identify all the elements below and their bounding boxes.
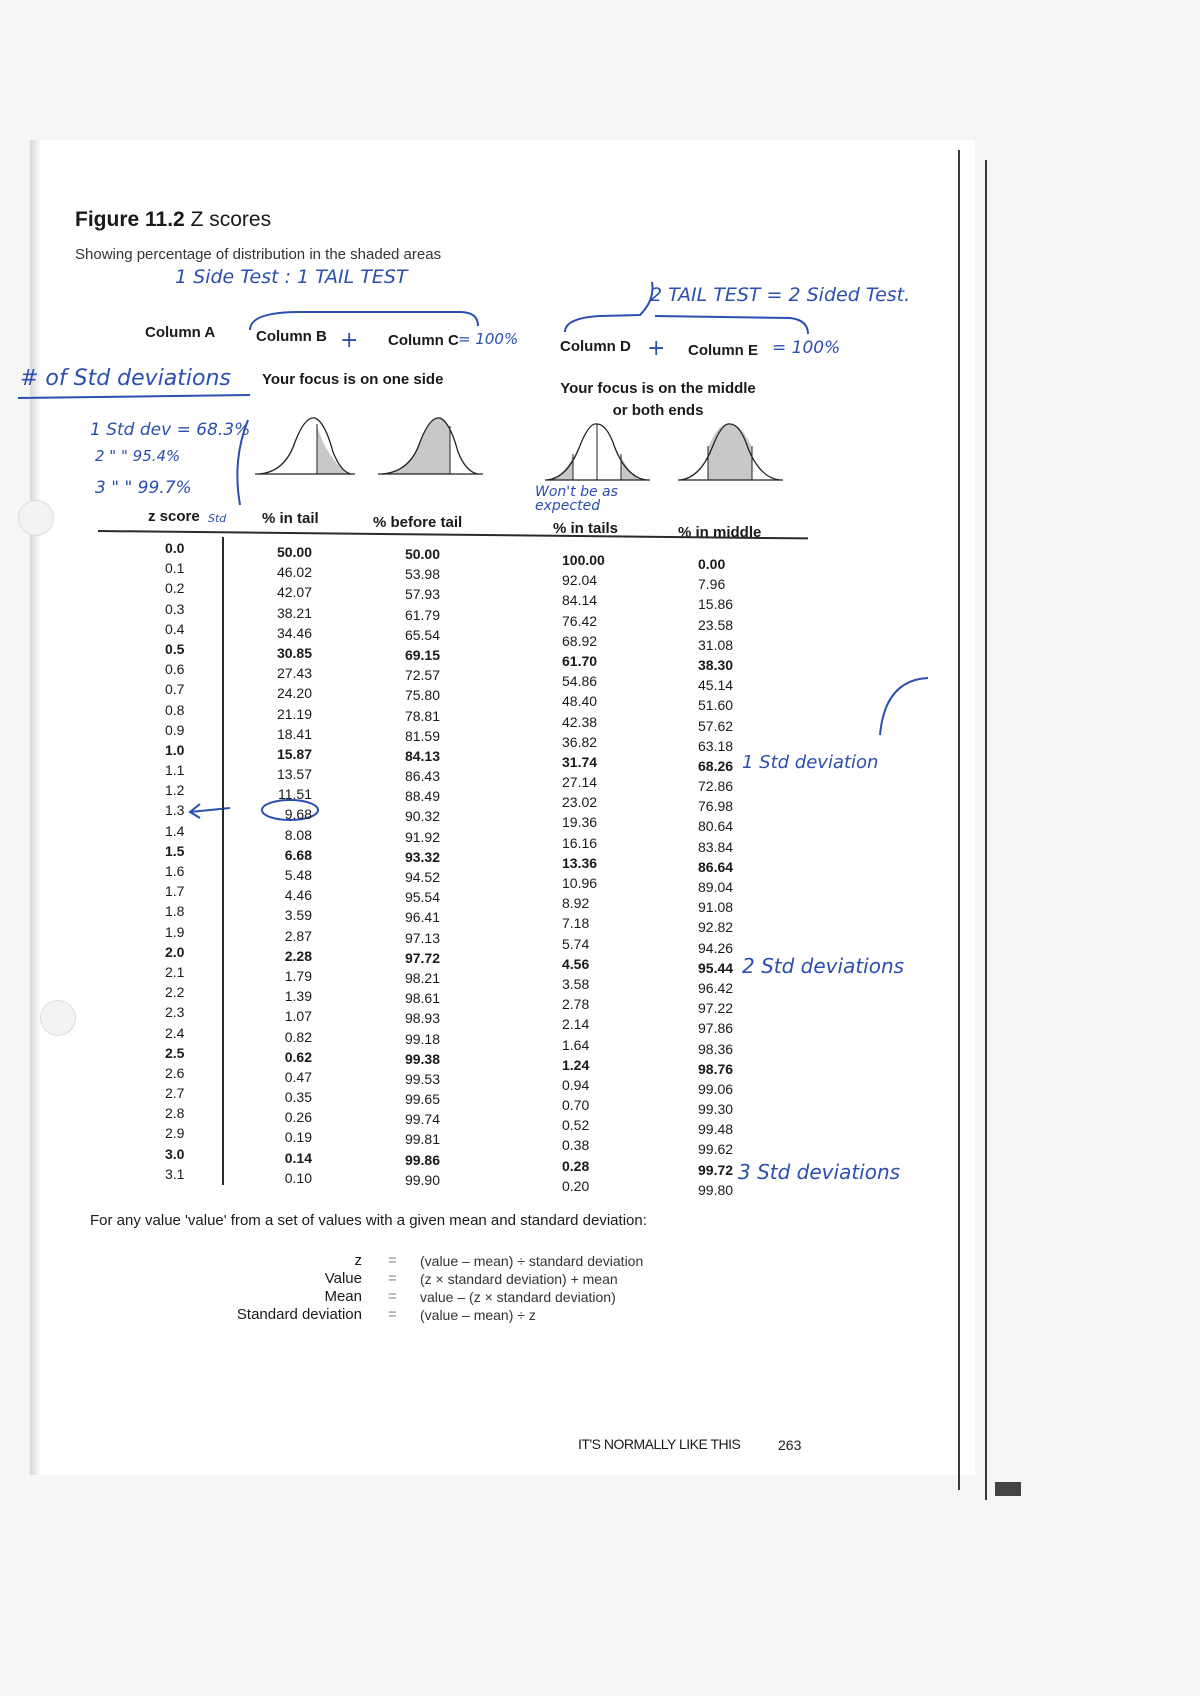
z-score-cell: 0.3 — [165, 600, 185, 617]
equals-sign: = — [388, 1270, 397, 1287]
before-tail-cell: 98.61 — [404, 990, 440, 1007]
in-middle-cell: 31.08 — [698, 636, 734, 653]
z-score-cell: 2.0 — [165, 943, 185, 960]
column-b-header: Column B — [256, 328, 327, 345]
in-tail-cell: 9.68 — [284, 806, 312, 823]
before-tail-cell: 99.90 — [404, 1171, 440, 1188]
header-before-tail: % before tail — [373, 514, 463, 531]
in-tail-cell: 13.57 — [276, 766, 312, 783]
formula-label-value: Value — [324, 1270, 362, 1287]
arrow-to-9-68 — [190, 804, 230, 818]
before-tail-cell: 99.53 — [404, 1070, 440, 1087]
before-tail-cell: 98.21 — [404, 969, 440, 986]
before-tail-cell: 75.80 — [404, 687, 440, 704]
in-tail-cell: 30.85 — [276, 644, 312, 661]
z-score-cell: 1.7 — [165, 883, 185, 900]
formula-expr-z: (value – mean) ÷ standard deviation — [420, 1253, 644, 1269]
in-tail-cell: 2.28 — [284, 947, 312, 964]
in-tails-cell: 2.14 — [562, 1016, 590, 1033]
before-tail-cell: 97.13 — [404, 929, 440, 946]
in-tails-cell: 100.00 — [562, 552, 605, 568]
z-score-cell: 0.0 — [165, 540, 185, 556]
curve-before-tail-shaded — [378, 412, 483, 480]
curve-tail-shaded — [255, 412, 355, 480]
in-middle-cell: 38.30 — [698, 656, 734, 673]
handwritten-1sd: 1 Std deviation — [742, 752, 879, 773]
in-middle-cell: 94.26 — [698, 939, 734, 956]
in-middle-cell: 99.72 — [698, 1161, 734, 1178]
in-tails-cell: 19.36 — [562, 814, 598, 831]
in-tails-cell: 8.92 — [562, 895, 590, 912]
in-middle-cell: 98.36 — [698, 1040, 734, 1057]
in-tail-cell: 15.87 — [276, 745, 312, 762]
handwritten-two-tail: 2 TAIL TEST = 2 Sided Test. — [650, 284, 911, 306]
handwritten-plus: + — [340, 328, 359, 353]
z-score-cell: 0.9 — [165, 721, 185, 738]
in-middle-cell: 76.98 — [698, 798, 734, 815]
in-tails-cell: 68.92 — [562, 632, 598, 649]
handwritten-num-std-dev: # of Std deviations — [20, 366, 231, 391]
in-tails-cell: 48.40 — [562, 693, 598, 710]
before-tail-cell: 50.00 — [404, 546, 440, 562]
in-middle-cell: 15.86 — [698, 596, 734, 613]
in-tails-cell: 7.18 — [562, 915, 590, 932]
before-tail-cell: 81.59 — [404, 727, 440, 744]
before-tail-cell: 99.74 — [404, 1111, 440, 1128]
before-tail-cell: 61.79 — [404, 606, 440, 623]
in-middle-cell: 92.82 — [698, 919, 734, 936]
before-tail-cell: 93.32 — [404, 848, 440, 865]
underline-std-dev — [18, 395, 250, 398]
in-tails-cell: 92.04 — [562, 572, 598, 589]
before-tail-cell: 57.93 — [404, 586, 440, 603]
focus-middle — [553, 378, 763, 422]
handwritten-3sd: 3 Std deviations — [738, 1160, 901, 1184]
z-column-divider — [222, 537, 224, 1185]
before-tail-cell: 90.32 — [404, 808, 440, 825]
z-score-cell: 0.4 — [165, 620, 185, 637]
before-tail-cell: 99.18 — [404, 1030, 440, 1047]
in-tail-cell: 0.19 — [284, 1129, 312, 1146]
header-in-tail: % in tail — [262, 510, 319, 527]
formula-expressions — [420, 1252, 643, 1324]
z-score-cell: 3.1 — [165, 1165, 185, 1182]
in-tail-cell: 34.46 — [276, 624, 312, 641]
in-tails-cell: 0.38 — [562, 1137, 590, 1154]
column-d-header: Column D — [560, 338, 631, 355]
handwritten-c-total: = 100% — [458, 330, 519, 348]
in-tail-cell: 21.19 — [276, 705, 312, 722]
in-tail-cell: 1.79 — [284, 967, 312, 984]
in-middle-cell: 99.06 — [698, 1080, 734, 1097]
in-tail-cell: 0.10 — [284, 1169, 312, 1186]
in-tails-cell: 0.70 — [562, 1097, 590, 1114]
z-score-cell: 2.7 — [165, 1085, 185, 1102]
in-tail-cell: 11.51 — [278, 786, 312, 803]
header-z-score: z score — [148, 508, 200, 525]
in-middle-cell: 97.22 — [698, 1000, 734, 1017]
in-middle-cell: 7.96 — [698, 576, 726, 593]
handwritten-sd3: 3 " " 99.7% — [95, 478, 192, 498]
brace-two-tail-right — [655, 316, 808, 334]
formula-label-z: z — [354, 1252, 362, 1269]
in-tails-cell: 0.52 — [562, 1117, 590, 1134]
in-middle-cell: 95.44 — [698, 959, 734, 976]
formula-expr-value: (z × standard deviation) + mean — [420, 1271, 618, 1287]
in-tails-cell: 1.24 — [562, 1056, 590, 1073]
in-tails-cell: 54.86 — [562, 673, 598, 690]
in-tail-cell: 8.08 — [284, 826, 312, 843]
z-score-cell: 2.9 — [165, 1125, 185, 1142]
in-tail-cell: 5.48 — [284, 867, 312, 883]
in-middle-cell: 99.48 — [698, 1121, 734, 1138]
in-middle-cell: 96.42 — [698, 979, 734, 996]
z-score-cell: 2.2 — [165, 984, 185, 1001]
in-tail-cell: 27.43 — [276, 665, 312, 682]
z-score-cell: 1.3 — [165, 802, 185, 819]
handwritten-e-total: = 100% — [772, 338, 841, 358]
in-tails-cell: 3.58 — [562, 975, 590, 992]
curve-middle-shaded — [678, 418, 783, 486]
in-tails-column — [562, 550, 605, 1196]
in-middle-cell: 45.14 — [698, 677, 734, 694]
brace-two-tail — [565, 282, 653, 332]
before-tail-cell: 84.13 — [404, 747, 440, 764]
formula-labels — [180, 1252, 362, 1324]
handwritten-plus: + — [647, 336, 666, 361]
z-score-cell: 3.0 — [165, 1145, 185, 1162]
in-middle-cell: 57.62 — [698, 717, 734, 734]
z-score-cell: 1.9 — [165, 923, 185, 940]
in-tails-cell: 2.78 — [562, 996, 590, 1013]
z-score-cell: 0.5 — [165, 640, 185, 657]
in-middle-cell: 68.26 — [698, 757, 734, 774]
handwritten-sd2: 2 " " 95.4% — [95, 447, 181, 465]
z-score-column — [165, 538, 184, 1184]
in-tail-cell: 0.26 — [284, 1109, 312, 1126]
in-tail-cell: 46.02 — [276, 564, 312, 581]
in-middle-cell: 0.00 — [698, 556, 726, 572]
in-tail-cell: 50.00 — [276, 544, 312, 560]
z-score-cell: 0.6 — [165, 661, 185, 678]
in-tails-cell: 5.74 — [562, 935, 590, 952]
in-tail-cell: 6.68 — [284, 846, 312, 863]
in-middle-cell: 98.76 — [698, 1060, 734, 1077]
in-tail-cell: 0.62 — [284, 1048, 312, 1065]
z-score-cell: 2.6 — [165, 1064, 185, 1081]
in-middle-cell: 23.58 — [698, 616, 734, 633]
in-tails-cell: 0.20 — [562, 1177, 590, 1194]
in-tails-cell: 0.28 — [562, 1157, 590, 1174]
in-tail-cell: 24.20 — [276, 685, 312, 702]
equals-sign: = — [388, 1252, 397, 1269]
equals-sign: = — [388, 1306, 397, 1323]
in-tails-cell: 84.14 — [562, 592, 598, 609]
z-score-cell: 1.4 — [165, 822, 185, 839]
running-head: IT'S NORMALLY LIKE THIS — [578, 1436, 741, 1452]
z-score-cell: 1.0 — [165, 741, 185, 758]
formula-expr-std-dev: (value – mean) ÷ z — [420, 1307, 536, 1323]
handwritten-2sd: 2 Std deviations — [742, 954, 905, 978]
before-tail-cell: 94.52 — [404, 869, 440, 885]
in-tails-cell: 23.02 — [562, 794, 598, 811]
in-tail-cell: 0.14 — [284, 1149, 312, 1166]
handwritten-std-abbr: Std — [208, 512, 227, 525]
in-tails-cell: 31.74 — [562, 753, 598, 770]
equals-sign: = — [388, 1288, 397, 1305]
figure-subtitle: Showing percentage of distribution in the shaded areas — [75, 246, 442, 263]
in-middle-cell: 63.18 — [698, 737, 734, 754]
formula-label-mean: Mean — [324, 1288, 362, 1305]
in-middle-cell: 99.62 — [698, 1141, 734, 1158]
z-score-cell: 2.4 — [165, 1024, 185, 1041]
focus-one-side: Your focus is on one side — [262, 371, 444, 388]
z-score-cell: 2.8 — [165, 1105, 185, 1122]
before-tail-cell: 78.81 — [404, 707, 440, 724]
in-tails-cell: 76.42 — [562, 612, 598, 629]
z-score-cell: 0.7 — [165, 681, 185, 698]
z-score-cell: 1.2 — [165, 782, 185, 799]
in-tail-cell: 1.39 — [284, 988, 312, 1005]
in-middle-cell: 83.84 — [698, 838, 734, 855]
in-tail-cell: 1.07 — [284, 1008, 312, 1025]
in-tails-cell: 42.38 — [562, 713, 598, 730]
before-tail-cell: 91.92 — [404, 828, 440, 845]
z-score-cell: 0.8 — [165, 701, 185, 718]
z-score-cell: 1.5 — [165, 842, 185, 859]
in-middle-cell: 86.64 — [698, 858, 734, 875]
before-tail-cell: 95.54 — [404, 889, 440, 906]
in-tail-cell: 2.87 — [284, 927, 312, 944]
before-tail-cell: 72.57 — [404, 667, 440, 684]
before-tail-cell: 98.93 — [404, 1010, 440, 1027]
before-tail-cell: 69.15 — [404, 646, 440, 663]
in-middle-cell: 91.08 — [698, 899, 734, 916]
before-tail-column — [388, 544, 440, 1190]
z-score-cell: 2.3 — [165, 1004, 185, 1021]
in-middle-cell: 89.04 — [698, 879, 734, 895]
curve-tails-shaded — [545, 418, 650, 486]
formula-intro: For any value 'value' from a set of values with a given mean and standard deviation: — [90, 1212, 647, 1229]
header-in-middle: % in middle — [678, 524, 762, 541]
formula-expr-mean: value – (z × standard deviation) — [420, 1289, 616, 1305]
in-tail-cell: 0.35 — [284, 1089, 312, 1106]
margin-stroke — [880, 678, 928, 735]
z-score-cell: 2.1 — [165, 963, 185, 980]
column-e-header: Column E — [688, 342, 758, 359]
page-number: 263 — [778, 1437, 802, 1453]
figure-label: Figure 11.2 — [75, 208, 185, 231]
handwritten-one-tail: 1 Side Test : 1 TAIL TEST — [175, 266, 408, 288]
in-tails-cell: 36.82 — [562, 733, 598, 750]
z-score-cell: 0.2 — [165, 580, 185, 597]
in-middle-cell: 99.80 — [698, 1181, 734, 1198]
handwritten-expected: Won't be as expected — [535, 484, 618, 514]
formula-equals — [388, 1252, 397, 1324]
column-a-header: Column A — [145, 324, 216, 341]
in-tail-cell: 0.47 — [284, 1068, 312, 1085]
z-score-cell: 1.8 — [165, 903, 185, 920]
formula-label-std-dev: Standard deviation — [236, 1306, 362, 1323]
in-tails-cell: 27.14 — [562, 774, 598, 791]
z-score-cell: 2.5 — [165, 1044, 185, 1061]
in-tail-cell: 38.21 — [276, 604, 312, 621]
before-tail-cell: 99.65 — [404, 1091, 440, 1108]
before-tail-cell: 99.38 — [404, 1050, 440, 1067]
in-middle-cell: 97.86 — [698, 1020, 734, 1037]
in-tail-cell: 4.46 — [284, 887, 312, 904]
z-score-cell: 1.1 — [165, 762, 185, 779]
before-tail-cell: 86.43 — [404, 768, 440, 785]
z-score-cell: 0.1 — [165, 560, 185, 577]
in-tail-cell: 18.41 — [276, 725, 312, 742]
in-middle-cell: 80.64 — [698, 818, 734, 835]
before-tail-cell: 99.86 — [404, 1151, 440, 1168]
in-tails-cell: 10.96 — [562, 875, 598, 891]
in-middle-cell: 51.60 — [698, 697, 734, 714]
z-score-cell: 1.6 — [165, 863, 185, 879]
in-tails-cell: 0.94 — [562, 1076, 590, 1093]
in-tails-cell: 13.36 — [562, 854, 598, 871]
focus-middle-line1: Your focus is on the middle — [560, 380, 756, 397]
before-tail-cell: 65.54 — [404, 626, 440, 643]
focus-middle-line2: or both ends — [612, 402, 704, 419]
before-tail-cell: 99.81 — [404, 1131, 440, 1148]
in-tail-cell: 0.82 — [284, 1028, 312, 1045]
in-tail-cell: 42.07 — [276, 584, 312, 601]
in-tails-cell: 4.56 — [562, 955, 590, 972]
header-in-tails: % in tails — [553, 520, 619, 537]
in-middle-cell: 72.86 — [698, 778, 734, 795]
before-tail-cell: 53.98 — [404, 566, 440, 583]
in-tails-cell: 1.64 — [562, 1036, 590, 1053]
figure-title-text: Z scores — [190, 208, 272, 231]
in-tails-cell: 16.16 — [562, 834, 598, 851]
in-tails-cell: 61.70 — [562, 652, 598, 669]
before-tail-cell: 97.72 — [404, 949, 440, 966]
handwritten-sd1: 1 Std dev = 68.3% — [90, 420, 251, 440]
before-tail-cell: 88.49 — [404, 788, 440, 805]
column-c-header: Column C — [388, 332, 459, 349]
in-tail-column — [262, 542, 312, 1188]
in-middle-cell: 99.30 — [698, 1101, 734, 1118]
in-tail-cell: 3.59 — [284, 907, 312, 924]
in-middle-column — [698, 554, 733, 1200]
before-tail-cell: 96.41 — [404, 909, 440, 926]
